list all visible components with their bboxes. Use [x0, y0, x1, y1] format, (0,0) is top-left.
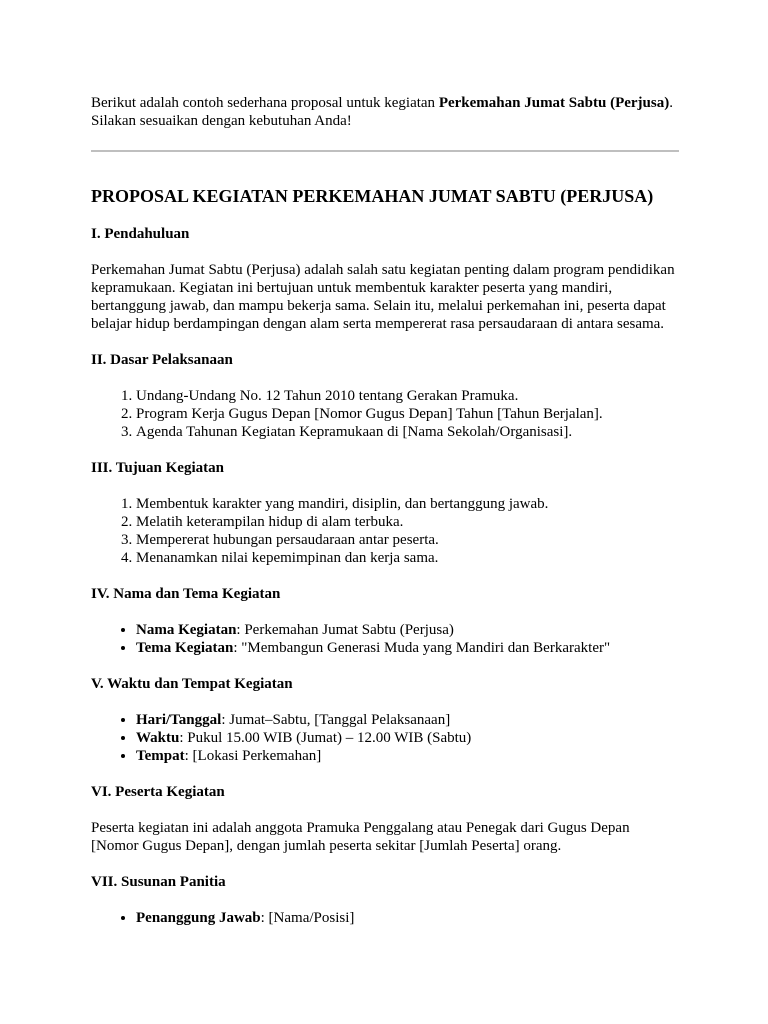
horizontal-divider — [91, 150, 679, 152]
list-item — [136, 639, 679, 657]
list-item: 2. Program Kerja Gugus Depan [Nomor Gugus Depan] Tahun [Tahun Berjalan]. — [136, 405, 679, 423]
list-item — [136, 909, 679, 927]
intro-text-after: . Silakan sesuaikan dengan kebutuhan Anda! — [91, 95, 673, 129]
list-item: 1. Undang-Undang No. 12 Tahun 2010 tentang Gerakan Pramuka. — [136, 387, 679, 405]
list-item: 3. Agenda Tahunan Kegiatan Kepramukaan di [Nama Sekolah/Organisasi]. — [136, 423, 679, 441]
list-item: 2. Melatih keterampilan hidup di alam terbuka. — [136, 513, 679, 531]
item-label: Tempat — [136, 748, 185, 764]
list-item — [136, 729, 679, 747]
section-heading-susunan-panitia: VII. Susunan Panitia — [91, 874, 226, 890]
section-heading-nama-tema: IV. Nama dan Tema Kegiatan — [91, 586, 281, 602]
susunan-panitia-list — [91, 909, 679, 927]
intro-paragraph — [91, 94, 679, 130]
list-item — [136, 711, 679, 729]
nama-tema-list — [91, 621, 679, 657]
intro-event-name: Perkemahan Jumat Sabtu (Perjusa) — [438, 95, 670, 111]
waktu-tempat-list — [91, 711, 679, 765]
section-heading-dasar-pelaksanaan: II. Dasar Pelaksanaan — [91, 352, 233, 368]
pendahuluan-paragraph: Perkemahan Jumat Sabtu (Perjusa) adalah salah satu kegiatan penting dalam program pendidikan kepramukaan. Kegiatan ini bertujuan untuk membentuk karakter peserta yang mandiri, bertanggung jawab, dan mampu bekerja sama. Selain itu, melalui perkemahan ini, peserta dapat belajar hidup berdampingan dengan alam serta mempererat rasa persaudaraan di antara sesama. — [91, 262, 675, 332]
item-value: : Jumat–Sabtu, [Tanggal Pelaksanaan] — [221, 712, 451, 728]
item-label: Nama Kegiatan — [136, 622, 237, 638]
item-value: : Pukul 15.00 WIB (Jumat) – 12.00 WIB (Sabtu) — [179, 730, 472, 746]
tujuan-kegiatan-list — [91, 495, 679, 567]
list-item — [136, 747, 679, 765]
section-heading-tujuan-kegiatan: III. Tujuan Kegiatan — [91, 460, 224, 476]
list-item: 4. Menanamkan nilai kepemimpinan dan kerja sama. — [136, 549, 679, 567]
proposal-title: PROPOSAL KEGIATAN PERKEMAHAN JUMAT SABTU (PERJUSA) — [91, 186, 654, 206]
list-item: 3. Mempererat hubungan persaudaraan antar peserta. — [136, 531, 679, 549]
item-label: Waktu — [136, 730, 180, 746]
section-heading-waktu-tempat: V. Waktu dan Tempat Kegiatan — [91, 676, 293, 692]
intro-text-before: Berikut adalah contoh sederhana proposal untuk kegiatan — [91, 95, 439, 111]
dasar-pelaksanaan-list — [91, 387, 679, 441]
document-content — [91, 94, 679, 927]
item-label: Penanggung Jawab — [136, 910, 261, 926]
item-value: : Perkemahan Jumat Sabtu (Perjusa) — [236, 622, 454, 638]
item-value: : [Lokasi Perkemahan] — [184, 748, 322, 764]
item-value: : [Nama/Posisi] — [260, 910, 355, 926]
list-item — [136, 621, 679, 639]
section-heading-pendahuluan: I. Pendahuluan — [91, 226, 190, 242]
section-heading-peserta: VI. Peserta Kegiatan — [91, 784, 225, 800]
list-item: 1. Membentuk karakter yang mandiri, disiplin, dan bertanggung jawab. — [136, 495, 679, 513]
item-value: : "Membangun Generasi Muda yang Mandiri dan Berkarakter" — [233, 640, 611, 656]
peserta-paragraph: Peserta kegiatan ini adalah anggota Pramuka Penggalang atau Penegak dari Gugus Depan [Nomor Gugus Depan], dengan jumlah peserta sekitar [Jumlah Peserta] orang. — [91, 820, 630, 854]
item-label: Tema Kegiatan — [136, 640, 234, 656]
item-label: Hari/Tanggal — [136, 712, 222, 728]
